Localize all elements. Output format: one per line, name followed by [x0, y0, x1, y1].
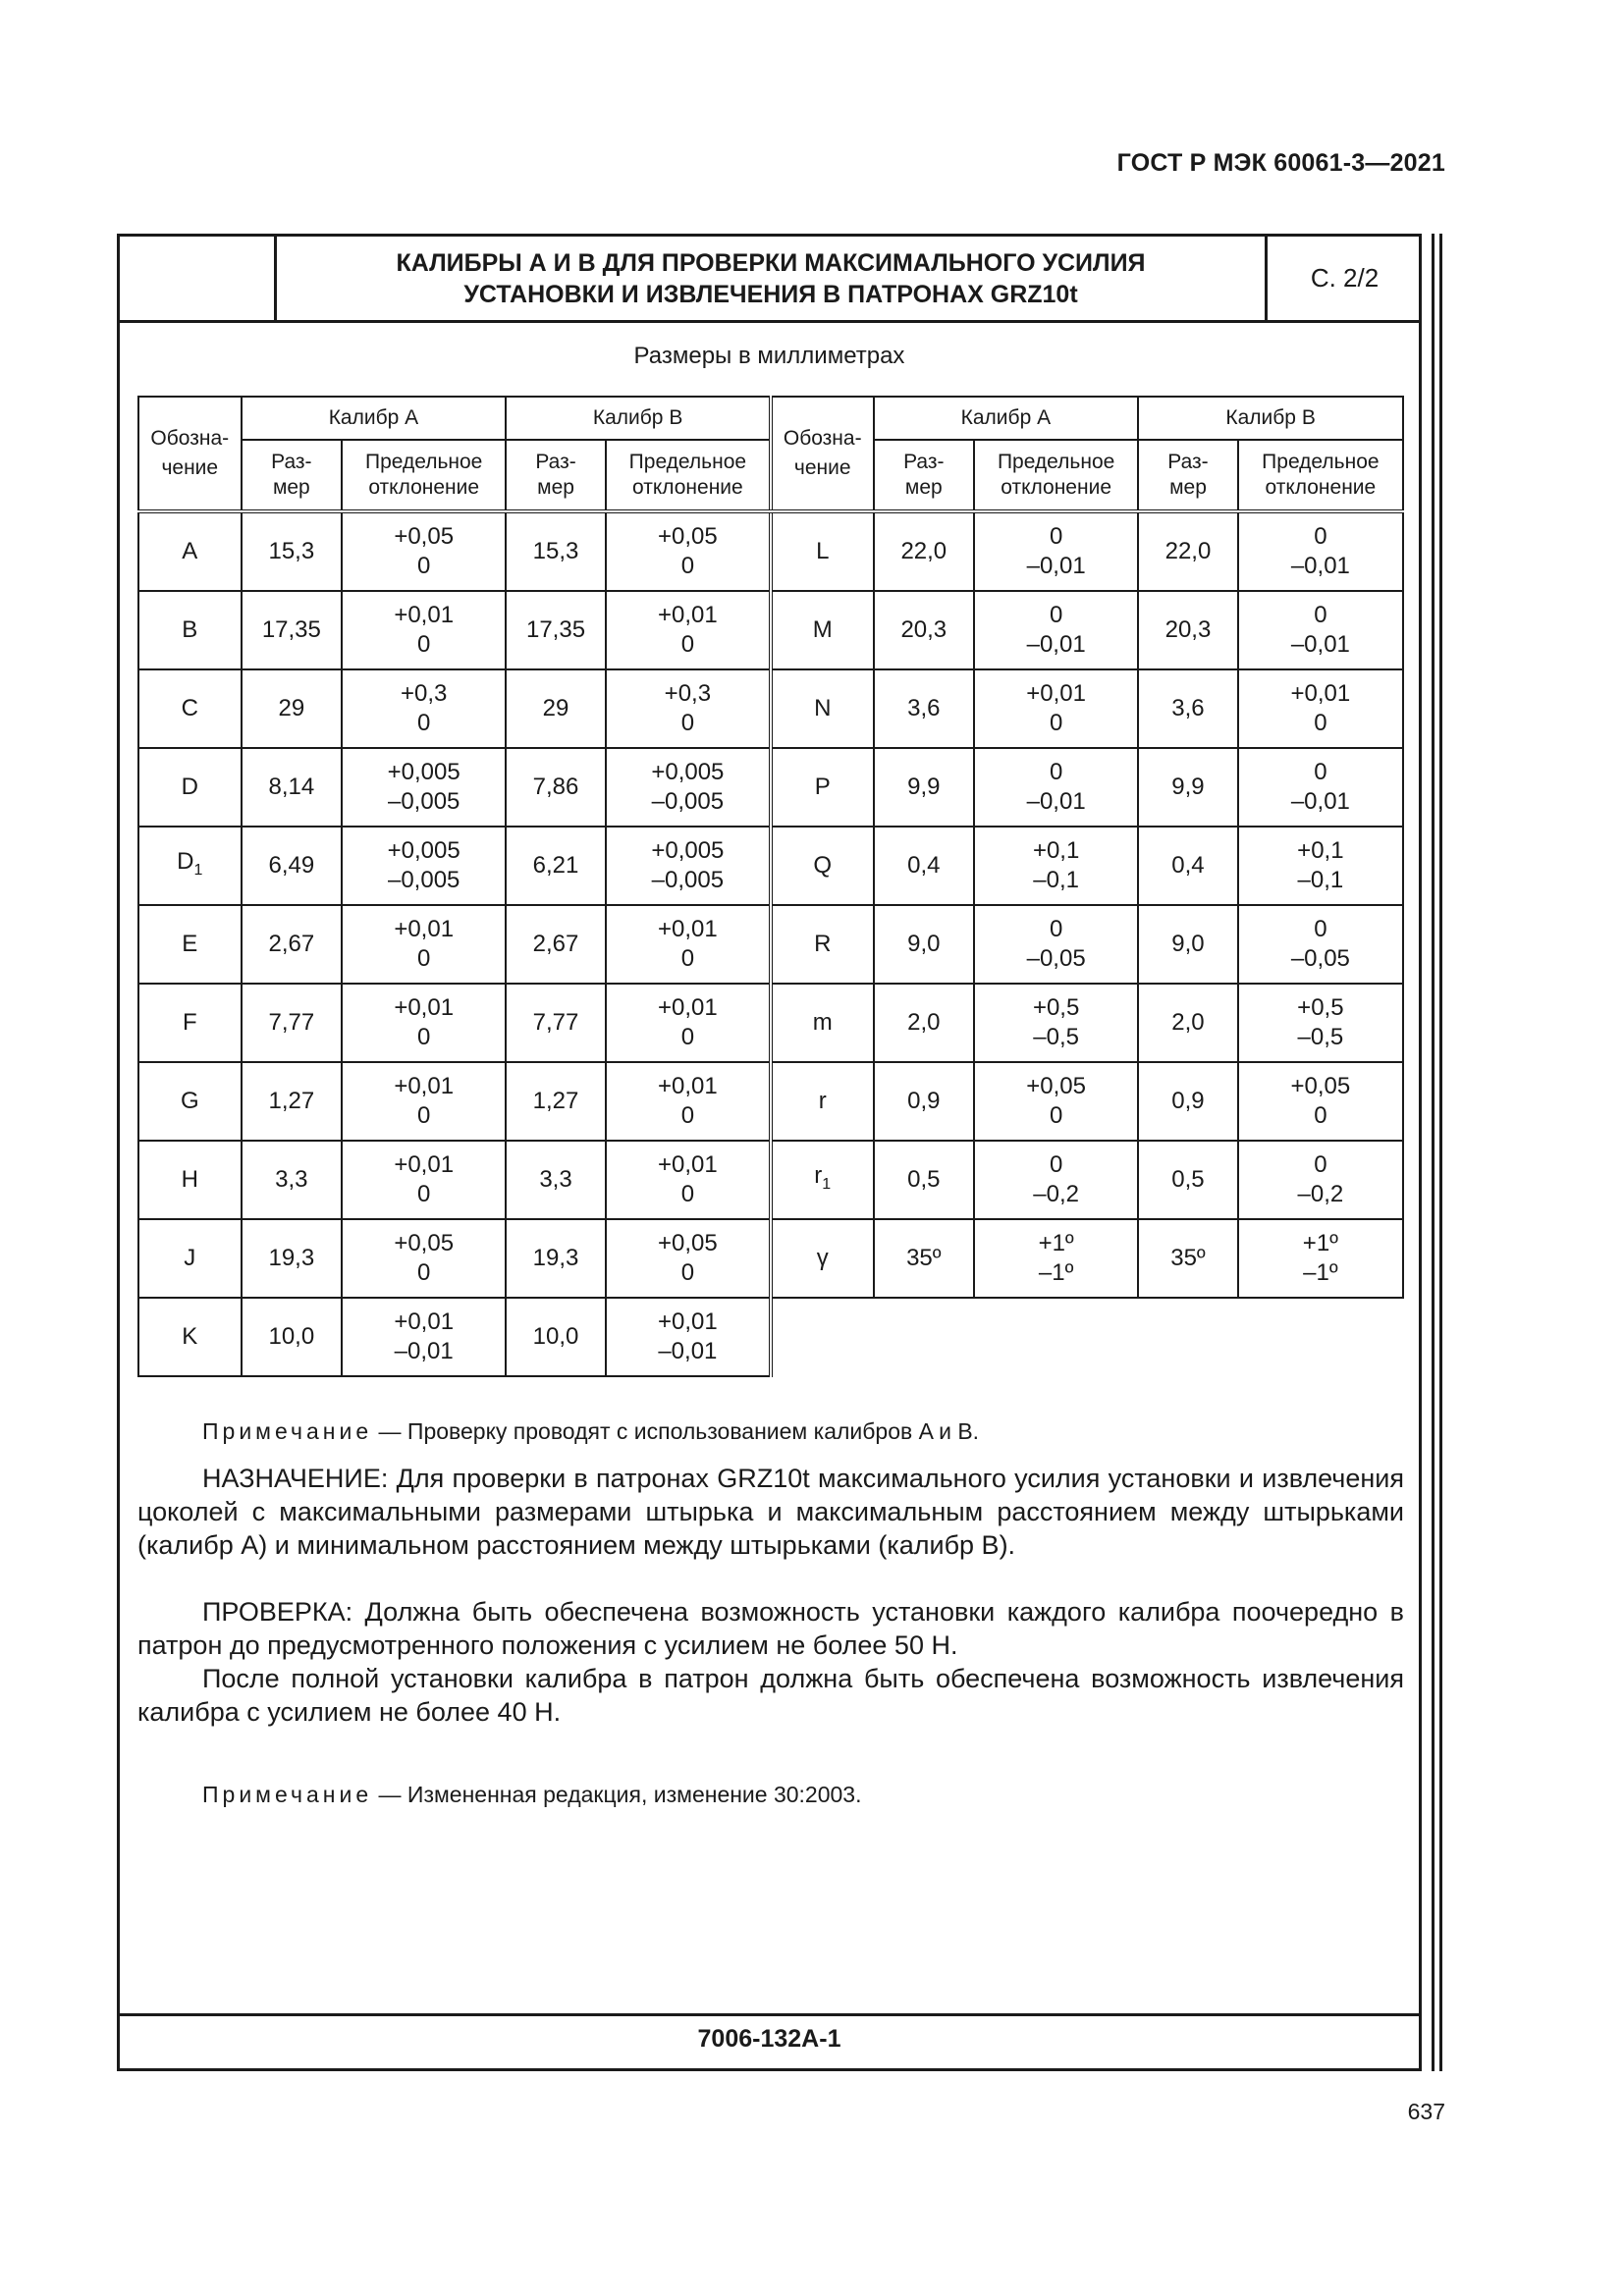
gauge-b-size-cell: 0,9 [1138, 1062, 1238, 1141]
gauge-a-size-cell: 15,3 [242, 511, 343, 591]
table-row [138, 511, 1403, 591]
note-label: Примечание [202, 1418, 373, 1444]
gauge-a-header-left: Калибр A [242, 397, 507, 440]
gauge-b-tolerance-cell: 0 –0,05 [1238, 905, 1403, 984]
gauge-b-size-cell: 2,67 [506, 905, 606, 984]
gauge-b-tolerance-cell: +0,05 0 [1238, 1062, 1403, 1141]
dimensions-table [137, 396, 1404, 1377]
gauge-b-tolerance-cell: +0,01 0 [606, 1141, 771, 1219]
table-row [138, 984, 1403, 1062]
gauge-a-size-cell: 3,3 [242, 1141, 343, 1219]
designation-cell: C [138, 669, 242, 748]
gauge-a-tolerance-cell: +0,005 –0,005 [342, 827, 506, 905]
gauge-a-tolerance-cell: +0,05 0 [342, 511, 506, 591]
standard-header: ГОСТ Р МЭК 60061-3—2021 [1116, 149, 1445, 177]
gauge-a-tolerance-cell: +0,1 –0,1 [974, 827, 1138, 905]
sheet-frame [117, 234, 1422, 2071]
gauge-b-tolerance-cell: 0 –0,01 [1238, 591, 1403, 669]
gauge-a-size-cell: 6,49 [242, 827, 343, 905]
gauge-b-tolerance-cell: +0,01 0 [606, 905, 771, 984]
table-row [138, 669, 1403, 748]
title-line-2: УСТАНОВКИ И ИЗВЛЕЧЕНИЯ В ПАТРОНАХ GRZ10t [463, 280, 1078, 308]
gauge-b-header-right: Калибр B [1138, 397, 1403, 440]
gauge-a-tolerance-cell: +0,005 –0,005 [342, 748, 506, 827]
designation-cell: A [138, 511, 242, 591]
gauge-a-size-cell: 0,5 [874, 1141, 975, 1219]
gauge-b-size-cell: 2,0 [1138, 984, 1238, 1062]
gauge-a-size-cell: 3,6 [874, 669, 975, 748]
gauge-a-tolerance-cell: +0,01 0 [342, 984, 506, 1062]
gauge-b-size-cell: 3,6 [1138, 669, 1238, 748]
gauge-a-tolerance-cell: 0 –0,05 [974, 905, 1138, 984]
gauge-a-tolerance-cell: 0 –0,2 [974, 1141, 1138, 1219]
gauge-b-tolerance-cell: +0,05 0 [606, 1219, 771, 1298]
note-1: Примечание — Проверку проводят с использованием калибров A и B. [202, 1418, 980, 1444]
designation-cell: r [771, 1062, 874, 1141]
gauge-a-tolerance-cell: 0 –0,01 [974, 748, 1138, 827]
gauge-b-size-cell: 1,27 [506, 1062, 606, 1141]
gauge-a-size-cell: 2,67 [242, 905, 343, 984]
gauge-a-tolerance-cell: +0,01 0 [974, 669, 1138, 748]
sheet-code: 7006-132A-1 [697, 2025, 841, 2053]
notes-section [137, 1415, 1404, 1811]
gauge-a-size-cell: 8,14 [242, 748, 343, 827]
title-left-cell [120, 237, 277, 320]
tolerance-header: Предельное отклонение [974, 440, 1138, 511]
gauge-a-size-cell: 29 [242, 669, 343, 748]
gauge-b-tolerance-cell: +0,01 0 [606, 1062, 771, 1141]
gauge-a-size-cell: 22,0 [874, 511, 975, 591]
footer-divider [120, 2013, 1419, 2016]
title-line-1: КАЛИБРЫ А И В ДЛЯ ПРОВЕРКИ МАКСИМАЛЬНОГО УСИЛИЯ [396, 248, 1146, 277]
gauge-a-header-right: Калибр A [874, 397, 1139, 440]
gauge-a-size-cell: 20,3 [874, 591, 975, 669]
gauge-a-tolerance-cell: +1º –1º [974, 1219, 1138, 1298]
designation-cell: P [771, 748, 874, 827]
size-header: Раз- мер [242, 440, 343, 511]
designation-cell: M [771, 591, 874, 669]
gauge-b-tolerance-cell: +0,5 –0,5 [1238, 984, 1403, 1062]
gauge-b-tolerance-cell: 0 –0,01 [1238, 748, 1403, 827]
designation-cell: G [138, 1062, 242, 1141]
gauge-b-size-cell: 20,3 [1138, 591, 1238, 669]
size-header: Раз- мер [874, 440, 975, 511]
designation-cell: γ [771, 1219, 874, 1298]
gauge-a-size-cell: 2,0 [874, 984, 975, 1062]
gauge-b-size-cell: 7,86 [506, 748, 606, 827]
gauge-b-tolerance-cell: 0 –0,2 [1238, 1141, 1403, 1219]
dimensions-table-wrap [137, 396, 1404, 1377]
table-row [138, 748, 1403, 827]
removal-paragraph: После полной установки калибра в патрон должна быть обеспечена возможность извлечения калибра с усилием не более 40 Н. [137, 1664, 1404, 1727]
designation-cell: F [138, 984, 242, 1062]
designation-cell: N [771, 669, 874, 748]
table-row [138, 1219, 1403, 1298]
designation-cell: H [138, 1141, 242, 1219]
gauge-b-size-cell: 19,3 [506, 1219, 606, 1298]
gauge-a-size-cell: 10,0 [242, 1298, 343, 1376]
gauge-a-tolerance-cell: +0,05 0 [974, 1062, 1138, 1141]
gauge-b-size-cell: 0,4 [1138, 827, 1238, 905]
gauge-a-size-cell: 35º [874, 1219, 975, 1298]
gauge-b-size-cell: 9,9 [1138, 748, 1238, 827]
gauge-b-size-cell: 0,5 [1138, 1141, 1238, 1219]
gauge-a-size-cell: 19,3 [242, 1219, 343, 1298]
gauge-a-size-cell: 17,35 [242, 591, 343, 669]
sheet-title [277, 237, 1265, 320]
gauge-b-tolerance-cell: +0,1 –0,1 [1238, 827, 1403, 905]
gauge-b-tolerance-cell: +0,01 –0,01 [606, 1298, 771, 1376]
table-row [138, 1298, 1403, 1376]
designation-cell: L [771, 511, 874, 591]
size-header: Раз- мер [506, 440, 606, 511]
gauge-a-tolerance-cell: 0 –0,01 [974, 511, 1138, 591]
designation-header-right: Обозна- чение [771, 397, 874, 511]
gauge-b-size-cell: 22,0 [1138, 511, 1238, 591]
gauge-b-tolerance-cell: +1º –1º [1238, 1219, 1403, 1298]
gauge-b-tolerance-cell: +0,005 –0,005 [606, 748, 771, 827]
table-row [138, 905, 1403, 984]
tolerance-header: Предельное отклонение [342, 440, 506, 511]
designation-cell: $D_1$ [138, 827, 242, 905]
purpose-paragraph: НАЗНАЧЕНИЕ: Для проверки в патронах GRZ10t максимального усилия установки и извлечения цоколей с максимальными размерами штырька и максимальным расстоянием между штырьками (калибр A) и минимальном расстоянием между штырьками (калибр B). [137, 1464, 1404, 1560]
gauge-b-size-cell: 7,77 [506, 984, 606, 1062]
gauge-a-size-cell: 9,0 [874, 905, 975, 984]
tolerance-header: Предельное отклонение [606, 440, 771, 511]
gauge-b-size-cell: 35º [1138, 1219, 1238, 1298]
gauge-a-size-cell: 1,27 [242, 1062, 343, 1141]
designation-cell: E [138, 905, 242, 984]
table-row [138, 1062, 1403, 1141]
page-number: 637 [1407, 2099, 1445, 2124]
check-paragraph: ПРОВЕРКА: Должна быть обеспечена возможность установки каждого калибра поочередно в патрон до предусмотренного положения с усилием не более 50 Н. [137, 1597, 1404, 1660]
gauge-a-tolerance-cell: +0,01 0 [342, 1141, 506, 1219]
gauge-b-size-cell: 17,35 [506, 591, 606, 669]
note-2: Примечание — Измененная редакция, изменение 30:2003. [202, 1782, 862, 1807]
designation-cell: Q [771, 827, 874, 905]
gauge-b-tolerance-cell: +0,01 0 [606, 984, 771, 1062]
designation-cell: B [138, 591, 242, 669]
gauge-b-size-cell: 9,0 [1138, 905, 1238, 984]
page-ref: С. 2/2 [1265, 237, 1422, 320]
gauge-a-size-cell: 9,9 [874, 748, 975, 827]
frame-double-line-1 [1432, 234, 1435, 2071]
gauge-a-tolerance-cell: +0,01 0 [342, 1062, 506, 1141]
gauge-b-size-cell: 10,0 [506, 1298, 606, 1376]
gauge-b-tolerance-cell: +0,005 –0,005 [606, 827, 771, 905]
gauge-a-size-cell: 7,77 [242, 984, 343, 1062]
designation-cell: J [138, 1219, 242, 1298]
designation-cell: R [771, 905, 874, 984]
designation-cell: $r_1$ [771, 1141, 874, 1219]
gauge-b-size-cell: 29 [506, 669, 606, 748]
empty-cell [771, 1298, 1403, 1376]
note-label: Примечание [202, 1782, 373, 1807]
table-row [138, 1141, 1403, 1219]
gauge-a-tolerance-cell: +0,3 0 [342, 669, 506, 748]
gauge-b-size-cell: 15,3 [506, 511, 606, 591]
table-row [138, 591, 1403, 669]
gauge-a-tolerance-cell: 0 –0,01 [974, 591, 1138, 669]
gauge-b-tolerance-cell: +0,3 0 [606, 669, 771, 748]
gauge-b-size-cell: 3,3 [506, 1141, 606, 1219]
gauge-b-tolerance-cell: +0,01 0 [1238, 669, 1403, 748]
gauge-b-size-cell: 6,21 [506, 827, 606, 905]
size-header: Раз- мер [1138, 440, 1238, 511]
designation-header-left: Обозна- чение [138, 397, 242, 511]
gauge-a-size-cell: 0,9 [874, 1062, 975, 1141]
gauge-a-tolerance-cell: +0,01 –0,01 [342, 1298, 506, 1376]
frame-double-line-2 [1439, 234, 1442, 2071]
gauge-a-tolerance-cell: +0,05 0 [342, 1219, 506, 1298]
gauge-b-tolerance-cell: +0,05 0 [606, 511, 771, 591]
gauge-a-tolerance-cell: +0,01 0 [342, 591, 506, 669]
gauge-b-header-left: Калибр B [506, 397, 771, 440]
gauge-a-size-cell: 0,4 [874, 827, 975, 905]
units-caption: Размеры в миллиметрах [633, 343, 905, 369]
table-row [138, 827, 1403, 905]
gauge-a-tolerance-cell: +0,01 0 [342, 905, 506, 984]
title-row [120, 237, 1419, 323]
designation-cell: K [138, 1298, 242, 1376]
tolerance-header: Предельное отклонение [1238, 440, 1403, 511]
designation-cell: D [138, 748, 242, 827]
gauge-b-tolerance-cell: +0,01 0 [606, 591, 771, 669]
gauge-b-tolerance-cell: 0 –0,01 [1238, 511, 1403, 591]
designation-cell: m [771, 984, 874, 1062]
gauge-a-tolerance-cell: +0,5 –0,5 [974, 984, 1138, 1062]
